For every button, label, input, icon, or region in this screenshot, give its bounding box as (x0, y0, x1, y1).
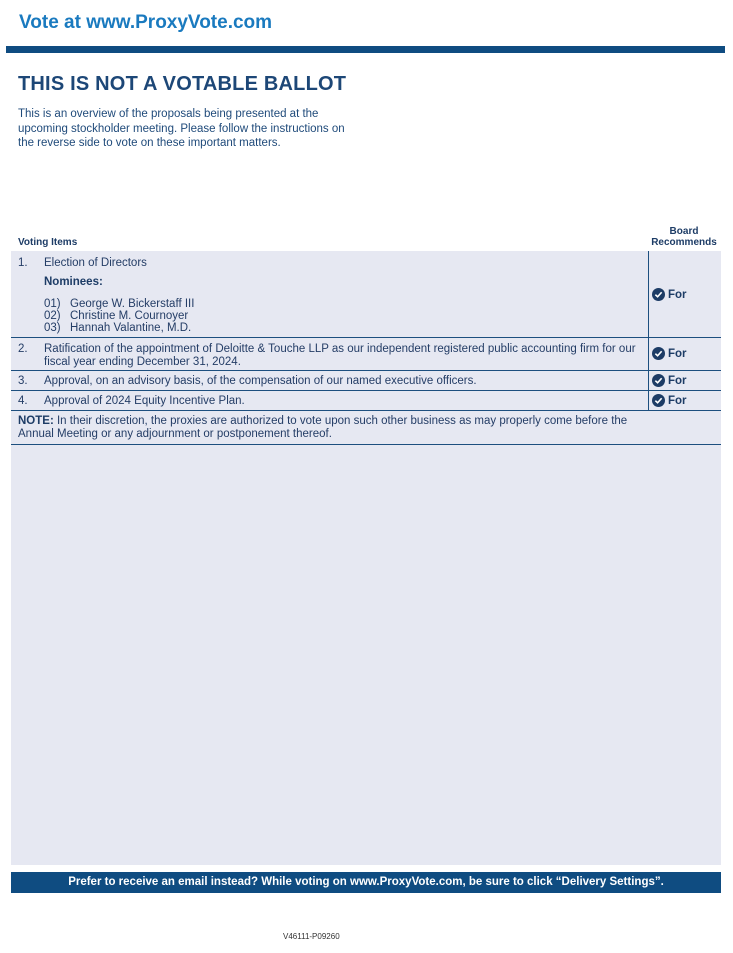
voting-item-3 (11, 371, 721, 391)
checkmark-circle-icon (652, 394, 665, 407)
item-text: Election of Directors (44, 257, 147, 269)
item-number: 3. (18, 375, 28, 387)
nominee-number: 03) (44, 322, 61, 334)
item-text: Approval, on an advisory basis, of the compensation of our named executive officers. (44, 375, 477, 387)
nominee-3 (44, 322, 191, 334)
nominee-number: 01) (44, 298, 61, 310)
page-title: THIS IS NOT A VOTABLE BALLOT (18, 73, 347, 95)
voting-items-header: Voting Items (18, 237, 78, 248)
checkmark-circle-icon (652, 288, 665, 301)
voting-item-2 (11, 338, 721, 371)
checkmark-circle-icon (652, 347, 665, 360)
board-header-line2: Recommends (651, 237, 717, 248)
item-number: 2. (18, 343, 28, 355)
item-text: Ratification of the appointment of Deloitte & Touche LLP as our independent registered public accounting firm for our fiscal year ending December 31, 2024. (44, 343, 636, 368)
recommendation-2 (652, 347, 687, 360)
item-number: 1. (18, 257, 28, 269)
nominees-label: Nominees: (44, 276, 103, 288)
nominee-name: Hannah Valantine, M.D. (70, 322, 192, 334)
footer-banner: Prefer to receive an email instead? While voting on www.ProxyVote.com, be sure to click “Delivery Settings”. (11, 872, 721, 893)
nominee-number: 02) (44, 310, 61, 322)
intro-text: This is an overview of the proposals being presented at the upcoming stockholder meeting. Please follow the instructions on the reverse side to vote on these important matters. (18, 108, 345, 149)
checkmark-circle-icon (652, 374, 665, 387)
recommendation-column-divider (648, 251, 649, 411)
recommendation-label: For (668, 347, 687, 360)
document-code: V46111-P09260 (283, 932, 340, 941)
nominee-1 (44, 298, 194, 310)
board-header-line1: Board (669, 226, 699, 237)
recommendation-label: For (668, 288, 687, 301)
board-recommends-header (648, 226, 720, 248)
proxyvote-header-title: Vote at www.ProxyVote.com (19, 12, 273, 33)
recommendation-3 (652, 374, 687, 387)
voting-item-1 (11, 251, 721, 338)
note-body: In their discretion, the proxies are authorized to vote upon such other business as may properly come before the Annual Meeting or any adjournment or postponement thereof. (18, 415, 628, 440)
recommendation-1 (652, 288, 687, 301)
recommendation-4 (652, 394, 687, 407)
recommendation-label: For (668, 394, 687, 407)
nominee-2 (44, 310, 188, 322)
item-text: Approval of 2024 Equity Incentive Plan. (44, 395, 245, 407)
voting-item-4 (11, 391, 721, 411)
note-label: NOTE: (18, 415, 54, 427)
note-row-divider (11, 411, 721, 445)
nominee-name: George W. Bickerstaff III (70, 298, 195, 310)
item-number: 4. (18, 395, 28, 407)
nominee-name: Christine M. Cournoyer (70, 310, 189, 322)
header-rule (6, 46, 725, 53)
recommendation-label: For (668, 374, 687, 387)
